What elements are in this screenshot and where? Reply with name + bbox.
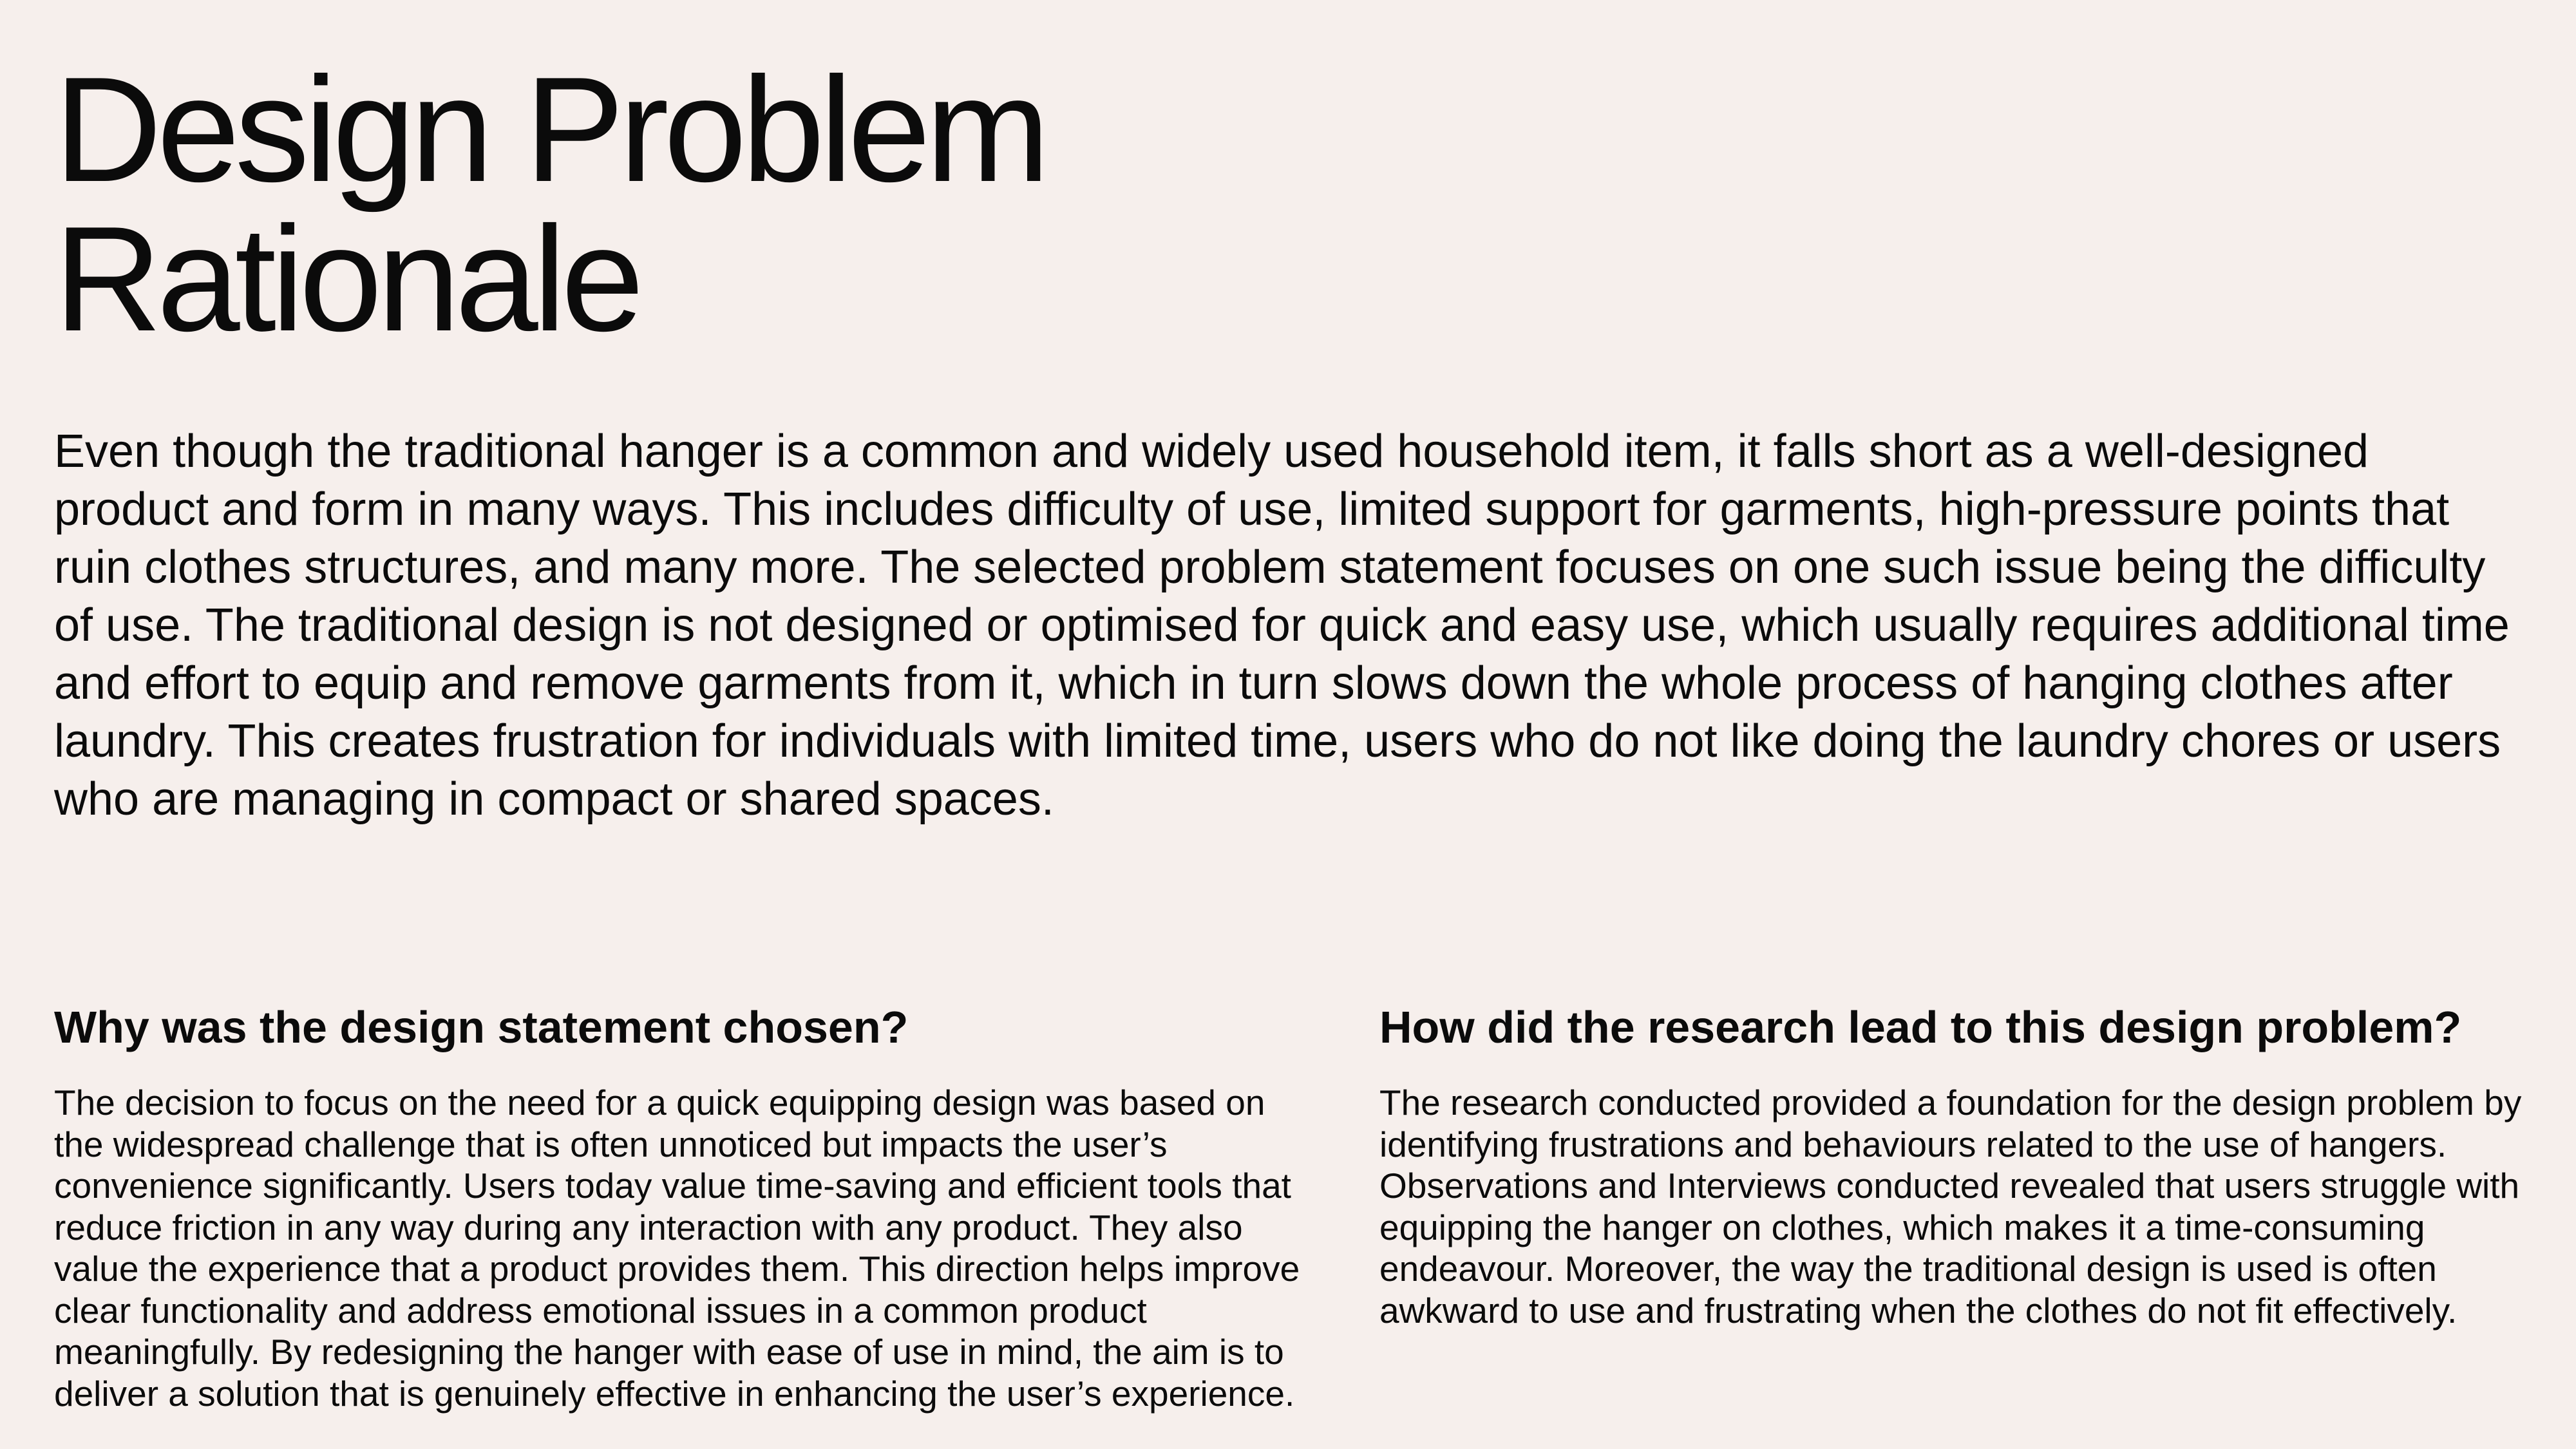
- section-heading: How did the research lead to this design problem?: [1379, 1002, 2462, 1052]
- section-body: The decision to focus on the need for a quick equipping design was based on the widespread challenge that is often unnoticed but impacts the user’s convenience significantly. Users today value time-saving and efficient tools that reduce friction in any way during any interaction with any product. They also value the experience that a product provides them. This direction helps improve clear functionality and address emotional issues in a common product meaningfully. By redesigning the hanger with ease of use in mind, the aim is to deliver a solution that is genuinely effective in enhancing the user’s experience.: [54, 1083, 1300, 1414]
- section-why-chosen: [54, 997, 1316, 1414]
- page-title: Design Problem Rationale: [54, 46, 1045, 363]
- section-heading: Why was the design statement chosen?: [54, 1002, 909, 1052]
- slide: [54, 46, 2522, 1414]
- section-research-link: [1379, 997, 2539, 1331]
- intro-paragraph: Even though the traditional hanger is a common and widely used household item, it falls short as a well-designed product and form in many ways. This includes difficulty of use, limited support for garments, high-pressure points that ruin clothes structures, and many more. The selected problem statement focuses on one such issue being the difficulty of use. The traditional design is not designed or optimised for quick and easy use, which usually requires additional time and effort to equip and remove garments from it, which in turn slows down the whole process of hanging clothes after laundry. This creates frustration for individuals with limited time, users who do not like doing the laundry chores or users who are managing in compact or shared spaces.: [54, 426, 2510, 825]
- section-body: The research conducted provided a foundation for the design problem by identifying frustrations and behaviours related to the use of hangers. Observations and Interviews conducted revealed that users struggle with equipping the hanger on clothes, which makes it a time-consuming endeavour. Moreover, the way the traditional design is used is often awkward to use and frustrating when the clothes do not fit effectively.: [1379, 1083, 2522, 1331]
